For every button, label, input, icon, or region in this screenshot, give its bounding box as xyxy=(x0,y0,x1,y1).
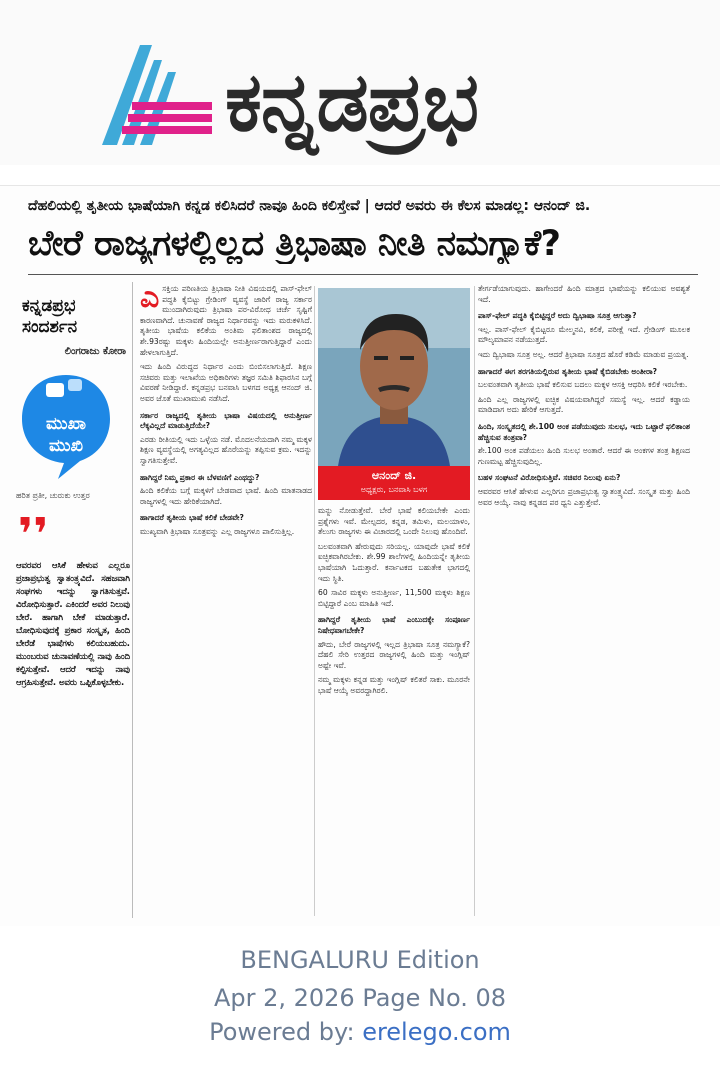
series-sidebar xyxy=(12,282,133,918)
pull-quote: ಆವರವರ ಆಸಿಕೆ ಹೇಳುವ ಎಲ್ಲರೂ ಪ್ರಜಾಪ್ರಭುತ್ವ ಸ್ವಾತಂತ್ರ್ಯವಿದೆ. ಸಹಜವಾಗಿ ಸಂಘಗಳು ಇದನ್ನು ಸ್ವಾಗತಿಸುತ್ತವೆ. ವಿರೋಧಿಸುತ್ತಾರೆ. ಎಕಿಂದರೆ ಅವರ ನಿಲುವು ಬೇರೆ. ಹಾಗಾಗಿ ಬೇಕೆ ಮಾಡುತ್ತಾರೆ. ಬೋಧಿಸುವುದಕ್ಕೆ ಪ್ರಕಾರ ಸಂಸ್ಕೃತ, ಹಿಂದಿ ಬೇರೆಡೆ ಭಾಷೆಗಳು ಕಲಿಯಬಹುದು. ಮುಂಬರುವ ಚುನಾವಣೆಯಲ್ಲಿ ನಾವು ಹಿಂದಿ ಕಲ್ಪಿಸುತ್ತೇವೆ. ಆದರೆ ಇದನ್ನು ನಾವು ಆಗ್ರಹಿಸುತ್ತೇವೆ. ಅವರು ಒಪ್ಪಿಕೊಳ್ಳಬೇಕು. xyxy=(16,560,130,687)
question: ಪಾಸ್-ಫೇಲ್ ಪದ್ಧತಿ ಕೈಬಿಟ್ಟಿದ್ದರೆ ಅದು ದ್ವಿಭಾಷಾ ಸೂತ್ರ ಆಗುತ್ತಾ? xyxy=(478,311,637,321)
date-page-label: Apr 2, 2026 Page No. 08 xyxy=(213,984,507,1012)
edition-label: BENGALURU Edition xyxy=(240,946,480,974)
portrait-image xyxy=(318,288,470,466)
photo-caption xyxy=(318,466,470,500)
drop-cap: ಎ xyxy=(140,284,160,315)
quote-icon: ❜❜ xyxy=(18,509,49,560)
caption-name: ಆನಂದ್ ಜಿ. xyxy=(371,469,417,482)
article-column-1: ಎಸಕ್ತಿಯ ಪರಿಣತಿಯ ತ್ರಿಭಾಷಾ ನೀತಿ ವಿಷಯದಲ್ಲಿ ಪಾಸ್-ಫೇಲ್ ಪದ್ಧತಿ ಕೈಬಿಟ್ಟು ಗ್ರೇಡಿಂಗ್ ವ್ಯವಸ್ಥೆ ಜಾರಿಗೆ ರಾಜ್ಯ ಸರ್ಕಾರ ಮುಂದಾಗಿರುವುದು ತ್ರಿಭಾಷಾ ಪರ-ವಿರೋಧ ಚರ್ಚೆ ಸೃಷ್ಟಿಗೆ ಕಾರಣವಾಗಿದೆ. ಚುನಾವಣೆ ರಾಜ್ಯದ ನಿರ್ಧಾರವನ್ನು ಇದು ಮರುಕಳಿಸಿದೆ. ತೃತೀಯ ಭಾಷೆಯ ಕಲಿಕೆಯ ಅಂತಿಮ ಫಲಿತಾಂಶದ ರಾಜ್ಯದಲ್ಲಿ ಶೇ.93ರಷ್ಟು ಮಕ್ಕಳು ಹಿಂದಿಯಲ್ಲೇ ಅನುತ್ತೀರ್ಣರಾಗುತ್ತಿದ್ದಾರೆ ಎಂದು ಹೇಳಲಾಗುತ್ತಿದೆ. ಇದು ಹಿಂದಿ ವಿರುದ್ಧದ ನಿರ್ಧಾರ ಎಂದು ಬಿಂಬಿಸಲಾಗುತ್ತಿದೆ. ಶಿಕ್ಷಣ ಸಚಿವರು ಮತ್ತು ಇಲಾಖೆಯ ಅಧಿಕಾರಿಗಳು ತಜ್ಞರ ಸಮಿತಿ ಶಿಫಾರಸಿನ ಬಗ್ಗೆ ವಿವರಣೆ ನೀಡಿದ್ದಾರೆ. ಕನ್ನಡಪ್ರಭ ಬನವಾಸಿ ಬಳಗದ ಅಧ್ಯಕ್ಷ ಆನಂದ್ ಜಿ. ಅವರ ಜೊತೆ ಮುಖಾಮುಖಿ ನಡೆಸಿದೆ. ಸರ್ಕಾರ ರಾಜ್ಯದಲ್ಲಿ ತೃತೀಯ ಭಾಷಾ ವಿಷಯದಲ್ಲಿ ಅನುತ್ತೀರ್ಣ ಲೆಕ್ಕವಿಲ್ಲದೆ ಮಾಡುತ್ತಿದೆಯೇ? ಎರಡು ರೀತಿಯಲ್ಲಿ ಇದು ಒಳ್ಳೆಯ ನಡೆ. ಮೊದಲನೆಯದಾಗಿ ನಮ್ಮ ಮಕ್ಕಳ ಶಿಕ್ಷಣ ವ್ಯವಸ್ಥೆಯಲ್ಲಿ ಅಗತ್ಯವಿಲ್ಲದ ಹೊರೆಯನ್ನು ತಪ್ಪಿಸುವ ಕ್ರಮ. ಇದನ್ನು ಸ್ವಾಗತಿಸುತ್ತೇವೆ. ಹಾಗಿದ್ದರೆ ನಿಮ್ಮ ಪ್ರಕಾರ ಈ ಬೆಳವಣಿಗೆ ಎಂಥದ್ದು? ಹಿಂದಿ ಕಲಿಕೆಯ ಬಗ್ಗೆ ಮಕ್ಕಳಿಗೆ ಬೇಡವಾದ ಭಾಷೆ. ಹಿಂದಿ ಮಾತನಾಡದ ರಾಜ್ಯಗಳಲ್ಲಿ ಇದು ಹೇರಿಕೆಯಾಗಿದೆ. ಹಾಗಾದರೆ ತೃತೀಯ ಭಾಷೆ ಕಲಿಕೆ ಬೇಡವೇ? ಮುಖ್ಯವಾಗಿ ತ್ರಿಭಾಷಾ ಸೂತ್ರವನ್ನು ಎಲ್ಲ ರಾಜ್ಯಗಳೂ ಪಾಲಿಸುತ್ತಿಲ್ಲ. xyxy=(140,284,312,536)
svg-text:ಮುಖಿ: ಮುಖಿ xyxy=(48,436,84,456)
interviewee-photo xyxy=(318,288,470,466)
masthead-title: ಕನ್ನಡಪ್ರಭ xyxy=(225,55,478,150)
question: ಹಾಗಿದ್ದರೆ ತೃತೀಯ ಭಾಷೆ ಎಂಬುದಕ್ಕೇ ಸಂಪೂರ್ಣ ನಿಷೇಧವಾಗಬೇಕೇ? xyxy=(318,615,470,635)
question: ಸರ್ಕಾರ ರಾಜ್ಯದಲ್ಲಿ ತೃತೀಯ ಭಾಷಾ ವಿಷಯದಲ್ಲಿ ಅನುತ್ತೀರ್ಣ ಲೆಕ್ಕವಿಲ್ಲದೆ ಮಾಡುತ್ತಿದೆಯೇ? xyxy=(140,410,312,431)
interviewer-name: ಲಿಂಗರಾಜು ಕೋರಾ xyxy=(64,346,126,357)
question: ಬಹಳ ಸಂಘಟನೆ ವಿರೋಧಿಸುತ್ತಿವೆ. ಸಚಿವರ ನಿಲುವು ಏನು? xyxy=(478,473,621,483)
caption-role: ಅಧ್ಯಕ್ಷರು, ಬನವಾಸಿ ಬಳಗ xyxy=(360,485,428,494)
article-column-3: ತೇರ್ಗಡೆಯಾಗುವುದು. ಹಾಗೇಂದರೆ ಹಿಂದಿ ಮಾತ್ರದ ಭಾಷೆಯನ್ನು ಕಲಿಯುವ ಅವಶ್ಯತೆ ಇದೆ. ಪಾಸ್-ಫೇಲ್ ಪದ್ಧತಿ ಕೈಬಿಟ್ಟಿದ್ದರೆ ಅದು ದ್ವಿಭಾಷಾ ಸೂತ್ರ ಆಗುತ್ತಾ? ಇಲ್ಲ. ಪಾಸ್-ಫೇಲ್ ಕೈಬಿಟ್ಟರೂ ಮೇಲ್ಮನವಿ, ಕಲಿಕೆ, ಪರೀಕ್ಷೆ ಇದೆ. ಗ್ರೇಡಿಂಗ್ ಮೂಲಕ ಮೌಲ್ಯಮಾಪನ ನಡೆಯುತ್ತದೆ. ಇದು ದ್ವಿಭಾಷಾ ಸೂತ್ರ ಅಲ್ಲ. ಆದರೆ ತ್ರಿಭಾಷಾ ಸೂತ್ರದ ಹೊರೆ ಕಡಿಮೆ ಮಾಡುವ ಪ್ರಯತ್ನ. ಹಾಗಾದರೆ ಈಗ ತರಗತಿಯಲ್ಲಿರುವ ತೃತೀಯ ಭಾಷೆ ಕೈಬಿಡಬೇಕು ಅಂತೀರಾ? ಬಲವಂತವಾಗಿ ತೃತೀಯ ಭಾಷೆ ಕಲಿಸುವ ಬದಲು ಮಕ್ಕಳ ಆಸಕ್ತಿ ಆಧರಿಸಿ ಕಲಿಕೆ ಇರಬೇಕು. ಹಿಂದಿ ಎಲ್ಲ ರಾಜ್ಯಗಳಲ್ಲಿ ಐಚ್ಛಿಕ ವಿಷಯವಾಗಿದ್ದರೆ ಸಮಸ್ಯೆ ಇಲ್ಲ. ಆದರೆ ಕಡ್ಡಾಯ ಮಾಡಿದಾಗ ಅದು ಹೇರಿಕೆ ಆಗುತ್ತದೆ. ಹಿಂದಿ, ಸಂಸ್ಕೃತದಲ್ಲಿ ಶೇ.100 ಅಂಕ ಪಡೆಯುವುದು ಸುಲಭ, ಇದು ಒಟ್ಟಾರೆ ಫಲಿತಾಂಶ ಹೆಚ್ಚಿಸುವ ತಂತ್ರವಾ? ಶೇ.100 ಅಂಕ ಪಡೆಯಲು ಹಿಂದಿ ಸುಲಭ ಅಂತಾರೆ. ಆದರೆ ಈ ಅಂಕಗಳ ತಂತ್ರ ಶಿಕ್ಷಣದ ಗುಣಮಟ್ಟ ಹೆಚ್ಚಿಸುವುದಿಲ್ಲ. ಬಹಳ ಸಂಘಟನೆ ವಿರೋಧಿಸುತ್ತಿವೆ. ಸಚಿವರ ನಿಲುವು ಏನು? ಆವರವರ ಆಸಿಕೆ ಹೇಳುವ ಎಲ್ಲರಿಗೂ ಪ್ರಜಾಪ್ರಭುತ್ವ ಸ್ವಾತಂತ್ರ್ಯವಿದೆ. ಸಂಸ್ಕೃತ ಮತ್ತು ಹಿಂದಿ ಅವರ ಆಯ್ಕೆ. ನಾವು ಕನ್ನಡದ ಪರ ಧ್ವನಿ ಎತ್ತುತ್ತೇವೆ. xyxy=(478,284,690,507)
question: ಹಾಗಾದರೆ ತೃತೀಯ ಭಾಷೆ ಕಲಿಕೆ ಬೇಡವೇ? xyxy=(140,513,244,523)
svg-text:ಮುಖಾ: ಮುಖಾ xyxy=(46,414,86,434)
edition-footer xyxy=(0,945,720,1049)
masthead xyxy=(0,0,720,165)
column-divider xyxy=(474,286,475,916)
series-title: ಕನ್ನಡಪ್ರಭ ಸಂದರ್ಶನ xyxy=(22,296,78,337)
question: ಹಿಂದಿ, ಸಂಸ್ಕೃತದಲ್ಲಿ ಶೇ.100 ಅಂಕ ಪಡೆಯುವುದು ಸುಲಭ, ಇದು ಒಟ್ಟಾರೆ ಫಲಿತಾಂಶ ಹೆಚ್ಚಿಸುವ ತಂತ್ರವಾ? xyxy=(478,421,690,442)
powered-by: Powered by: erelego.com xyxy=(209,1018,511,1046)
newspaper-page xyxy=(0,185,720,926)
article-column-2: ಮನ್ನು ನೋಡುತ್ತೇವೆ. ಬೇರೆ ಭಾಷೆ ಕಲಿಯಬೇಕೇ ಎಂದು ಪ್ರಶ್ನೆಗಳು ಇವೆ. ಮೇಲ್ಪದರ, ಕನ್ನಡ, ತಮಿಳು, ಮಲಯಾಳಂ, ತೆಲುಗು ರಾಜ್ಯಗಳು ಈ ವಿಚಾರದಲ್ಲಿ ಒಂದೇ ನಿಲುವು ಹೊಂದಿವೆ. ಬಲವಂತವಾಗಿ ಹೇರುವುದು ಸರಿಯಲ್ಲ. ಯಾವುದೇ ಭಾಷೆ ಕಲಿಕೆ ಐಚ್ಛಿಕವಾಗಿರಬೇಕು. ಶೇ.99 ಶಾಲೆಗಳಲ್ಲಿ ಹಿಂದಿಯನ್ನೇ ತೃತೀಯ ಭಾಷೆಯಾಗಿ ಓದುತ್ತಾರೆ. ಕರ್ನಾಟಕದ ಬಹುತೇಕ ಭಾಗದಲ್ಲಿ ಇದು ಸ್ಥಿತಿ. 60 ಸಾವಿರ ಮಕ್ಕಳು ಅನುತ್ತೀರ್ಣ, 11,500 ಮಕ್ಕಳು ಶಿಕ್ಷಣ ಬಿಟ್ಟಿದ್ದಾರೆ ಎಂಬ ಮಾಹಿತಿ ಇದೆ. ಹಾಗಿದ್ದರೆ ತೃತೀಯ ಭಾಷೆ ಎಂಬುದಕ್ಕೇ ಸಂಪೂರ್ಣ ನಿಷೇಧವಾಗಬೇಕೇ? ಹೌದು, ಬೇರೆ ರಾಜ್ಯಗಳಲ್ಲಿ ಇಲ್ಲದ ತ್ರಿಭಾಷಾ ಸೂತ್ರ ನಮಗ್ಯಾಕೆ? ದೆಹಲಿ ಸೇರಿ ಉತ್ತರದ ರಾಜ್ಯಗಳಲ್ಲಿ ಹಿಂದಿ ಮತ್ತು ಇಂಗ್ಲಿಷ್ ಅಷ್ಟೇ ಇವೆ. ನಮ್ಮ ಮಕ್ಕಳು ಕನ್ನಡ ಮತ್ತು ಇಂಗ್ಲಿಷ್ ಕಲಿತರೆ ಸಾಕು. ಮೂರನೇ ಭಾಷೆ ಆಯ್ಕೆ ಅವರದ್ದಾಗಿರಲಿ. xyxy=(318,506,470,695)
mukhamukhi-badge xyxy=(18,371,114,481)
speech-bubble-icon xyxy=(18,371,114,481)
headline-divider xyxy=(28,274,698,275)
kannadaprabha-logo-icon xyxy=(92,40,217,150)
erelego-link[interactable]: erelego.com xyxy=(362,1018,511,1046)
question: ಹಾಗಾದರೆ ಈಗ ತರಗತಿಯಲ್ಲಿರುವ ತೃತೀಯ ಭಾಷೆ ಕೈಬಿಡಬೇಕು ಅಂತೀರಾ? xyxy=(478,366,658,376)
article-headline: ಬೇರೆ ರಾಜ್ಯಗಳಲ್ಲಿಲ್ಲದ ತ್ರಿಭಾಷಾ ನೀತಿ ನಮಗ್ಯಾಕೆ? xyxy=(28,224,561,264)
column-divider xyxy=(314,286,315,916)
article-kicker: ದೆಹಲಿಯಲ್ಲಿ ತೃತೀಯ ಭಾಷೆಯಾಗಿ ಕನ್ನಡ ಕಲಿಸಿದರೆ ನಾವೂ ಹಿಂದಿ ಕಲಿಸ್ತೇವೆ | ಆದರೆ ಅವರು ಈ ಕೆಲಸ ಮಾಡಲ್ಲ: ಆನಂದ್ ಜಿ. xyxy=(28,198,591,214)
question: ಹಾಗಿದ್ದರೆ ನಿಮ್ಮ ಪ್ರಕಾರ ಈ ಬೆಳವಣಿಗೆ ಎಂಥದ್ದು? xyxy=(140,472,260,482)
photo-credit: ಹರಿತ ಪ್ರತೀ, ಚುರುಕು ಉತ್ತರ xyxy=(16,491,90,500)
